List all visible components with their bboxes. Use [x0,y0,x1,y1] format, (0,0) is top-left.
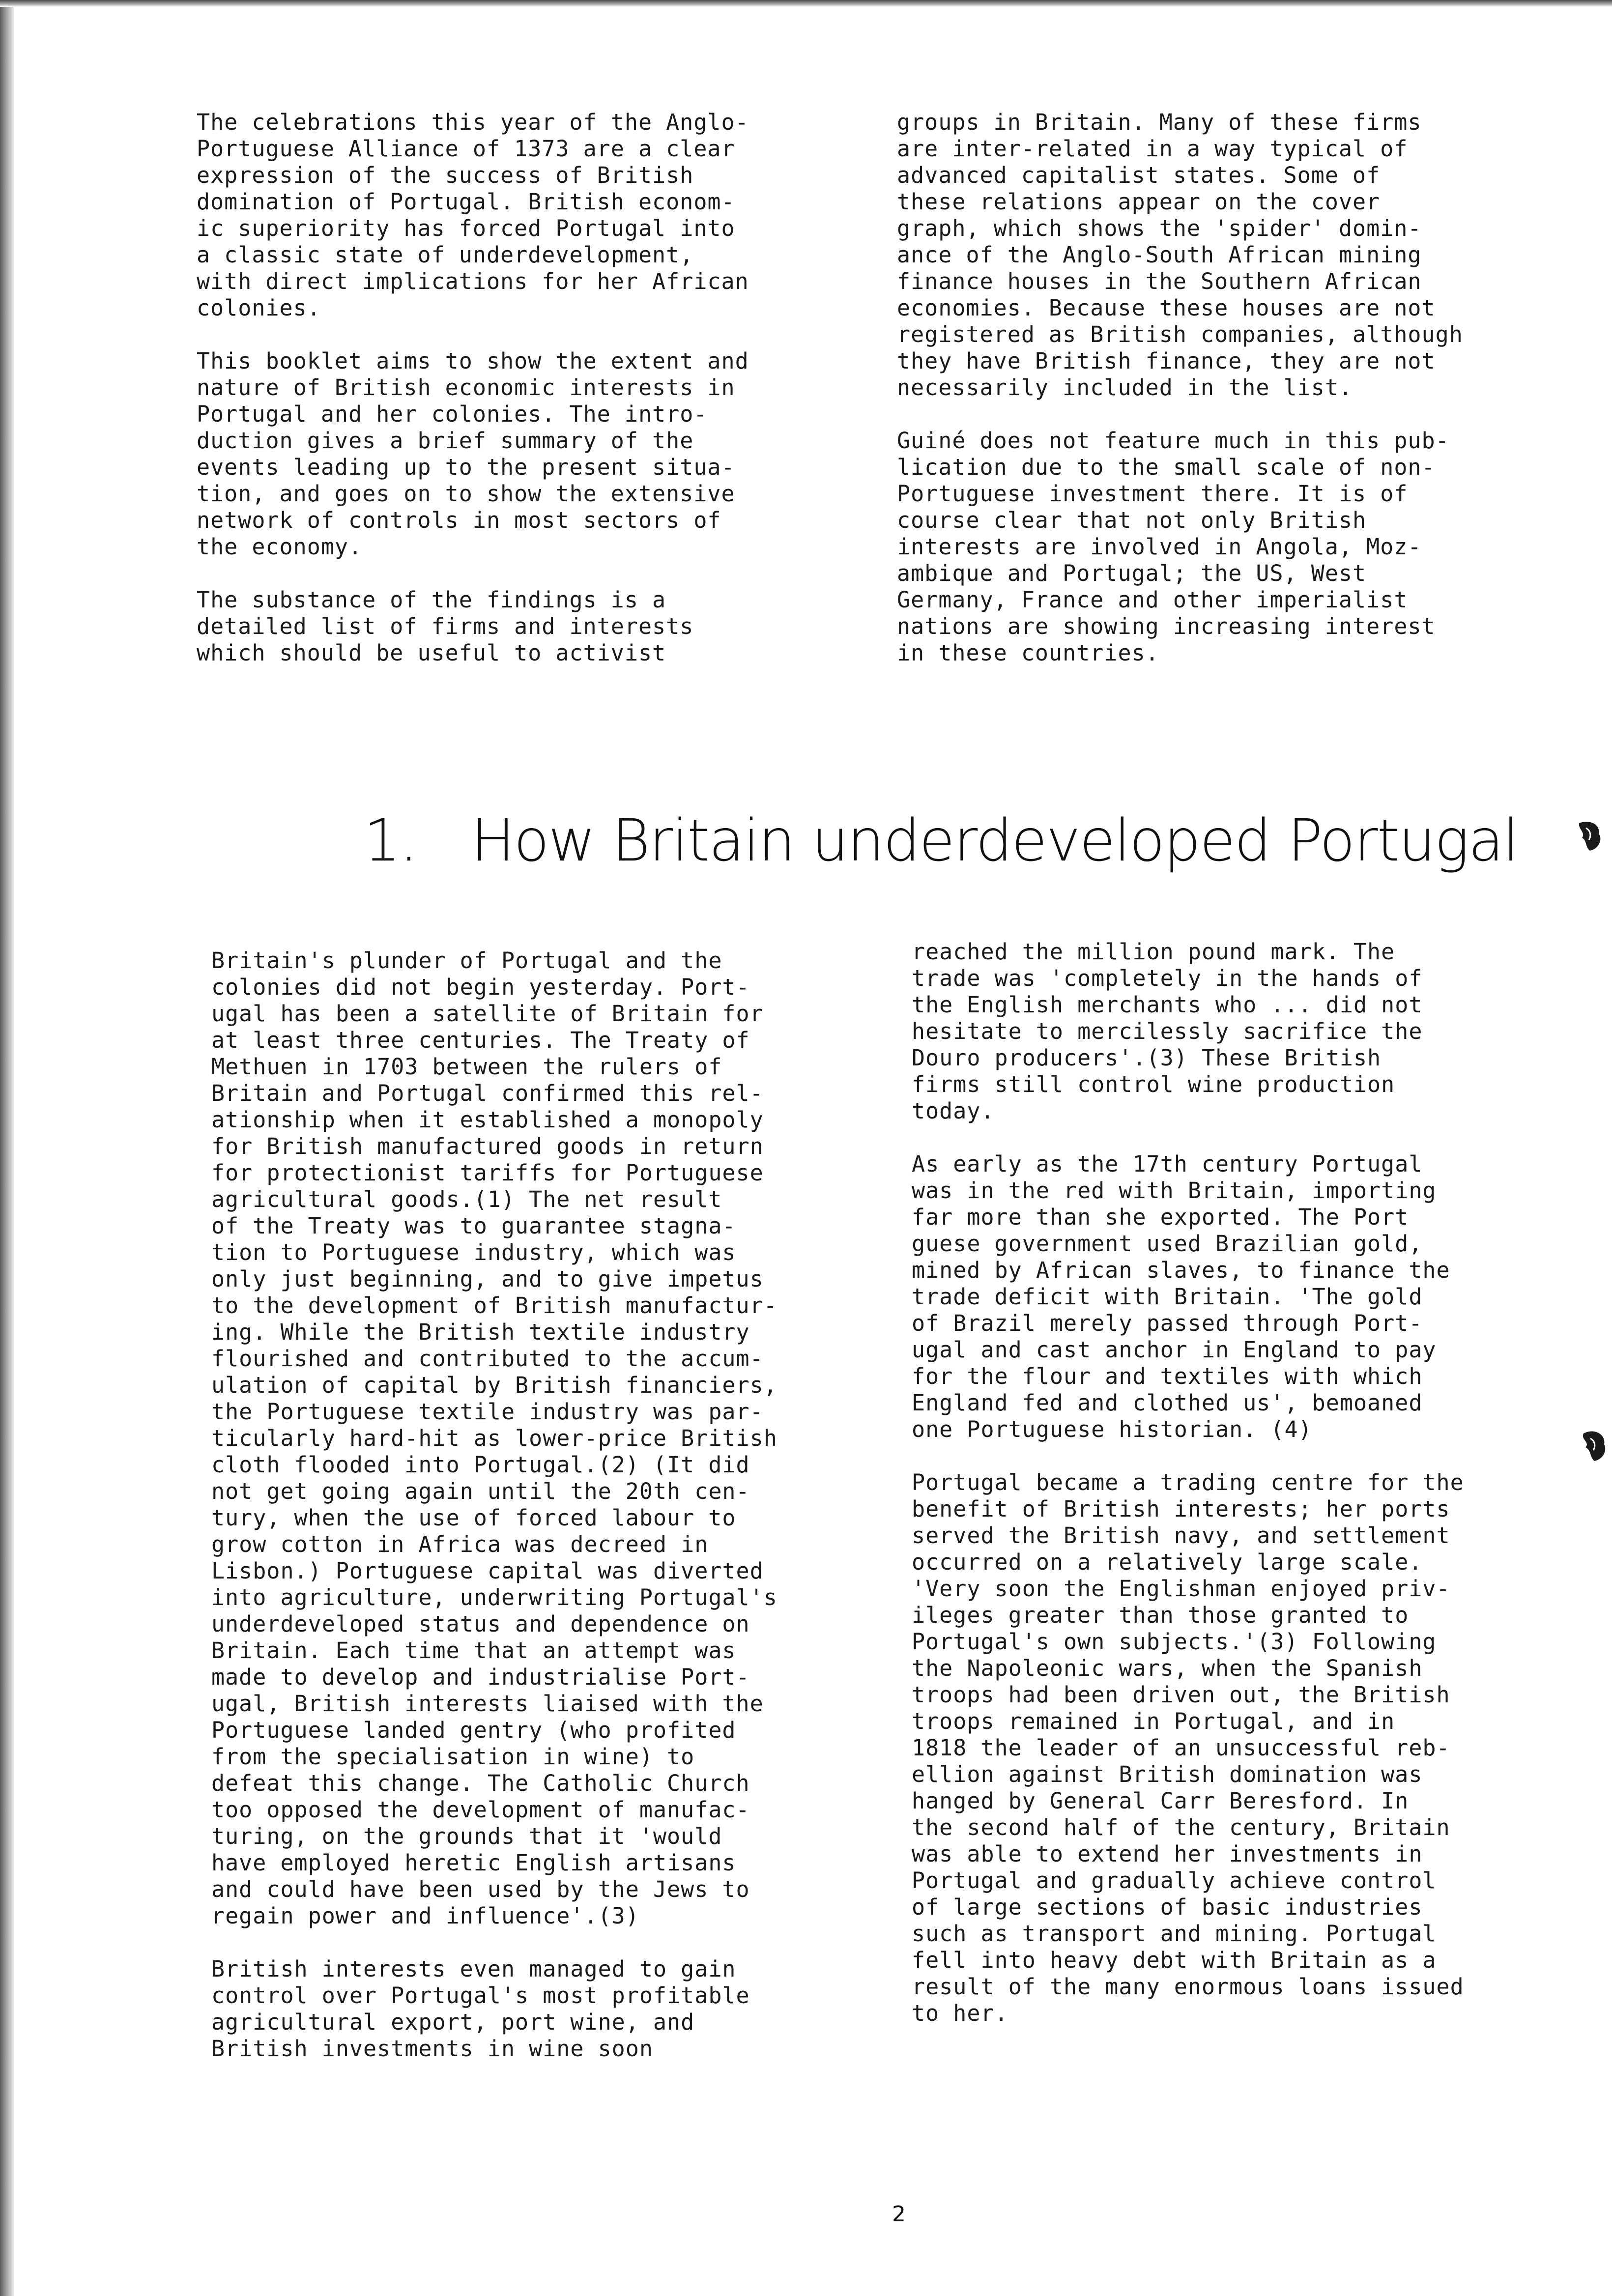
scan-edge-top [0,0,1612,7]
intro-paragraph: Guiné does not feature much in this pub- lication due to the small scale of non- Portuguese investment there. It is of course clear that not only British interests are involved in Angola, Moz- ambique and Portugal; the US, West Germany, France and other imperialist nations are showing increasing interest in these countries. [897,428,1449,666]
intro-right-column [897,109,1575,666]
body-paragraph: Britain's plunder of Portugal and the colonies did not begin yesterday. Port- ugal has been a satellite of Britain for at least three centuries. The Treaty of Methuen in 1703 between the rulers of Britain and Portugal confirmed this rel- ationship when it established a monopoly for British manufactured goods in return for protectionist tariffs for Portuguese agricultural goods.(1) The net result of the Treaty was to guarantee stagna- tion to Portuguese industry, which was only just beginning, and to give impetus to the development of British manufactur- ing. While the British textile industry flourished and contributed to the accum- ulation of capital by British financiers, the Portuguese textile industry was par- ticularly hard-hit as lower-price British cloth flooded into Portugal.(2) (It did not get going again until the 20th cen- tury, when the use of forced labour to grow cotton in Africa was decreed in Lisbon.) Portuguese capital was diverted into agriculture, underwriting Portugal's underdeveloped status and dependence on Britain. Each time that an attempt was made to develop and industrialise Port- ugal, British interests liaised with the Portuguese landed gentry (who profited from the specialisation in wine) to defeat this change. The Catholic Church too opposed the development of manufac- turing, on the grounds that it 'would have employed heretic English artisans and could have been used by the Jews to regain power and influence'.(3) [211,947,777,1929]
body-paragraph: reached the million pound mark. The trade was 'completely in the hands of the English merchants who ... did not hesitate to mercilessly sacrifice the Douro producers'.(3) These British firms still control wine production today. [912,939,1423,1124]
body-paragraph: Portugal became a trading centre for the benefit of British interests; her ports served the British navy, and settlement occurred on a relatively large scale. 'Very soon the Englishman enjoyed priv- ileges greater than those granted to Portugal's own subjects.'(3) Following the Napoleonic wars, when the Spanish troops had been driven out, the British troops remained in Portugal, and in 1818 the leader of an unsuccessful reb- ellion against British domination was hanged by General Carr Beresford. In the second half of the century, Britain was able to extend her investments in Portugal and gradually achieve control of large sections of basic industries such as transport and mining. Portugal fell into heavy debt with Britain as a result of the many enormous loans issued to her. [912,1469,1464,2026]
intro-paragraph: The celebrations this year of the Anglo- Portuguese Alliance of 1373 are a clear expression of the success of British domination of Portugal. British econom- ic superiority has forced Portugal into a classic state of underdevelopment, with direct implications for her African colonies. [197,109,749,321]
chapter-heading [364,796,1518,885]
chapter-number: 1. [364,806,417,874]
body-paragraph: As early as the 17th century Portugal was in the red with Britain, importing far more than she exported. The Port guese government used Brazilian gold, mined by African slaves, to finance the trade deficit with Britain. 'The gold of Brazil merely passed through Port- ugal and cast anchor in England to pay for the flour and textiles with which England fed and clothed us', bemoaned one Portuguese historian. (4) [912,1151,1450,1442]
body-left-column [211,947,894,2062]
intro-paragraph: groups in Britain. Many of these firms are inter-related in a way typical of advanced capitalist states. Some of these relations appear on the cover graph, which shows the 'spider' domin- ance of the Anglo-South African mining finance houses in the Southern African economies. Because these houses are not registered as British companies, although they have British finance, they are not necessarily included in the list. [897,109,1463,401]
intro-left-column [197,109,870,666]
chapter-title: How Britain underdeveloped Portugal [471,806,1518,874]
body-right-column [912,939,1580,2027]
margin-ink-mark [1579,1428,1608,1462]
margin-ink-mark [1575,818,1605,853]
scan-edge-left [0,0,14,2296]
intro-paragraph: The substance of the findings is a detailed list of firms and interests which should be useful to activist [197,587,694,666]
intro-paragraph: This booklet aims to show the extent and nature of British economic interests in Portugal and her colonies. The intro- duction gives a brief summary of the events leading up to the present situa- tion, and goes on to show the extensive network of controls in most sectors of the economy. [197,348,749,560]
page-number: 2 [892,2202,906,2227]
body-paragraph: British interests even managed to gain control over Portugal's most profitable agricultural export, port wine, and British investments in wine soon [211,1956,750,2062]
